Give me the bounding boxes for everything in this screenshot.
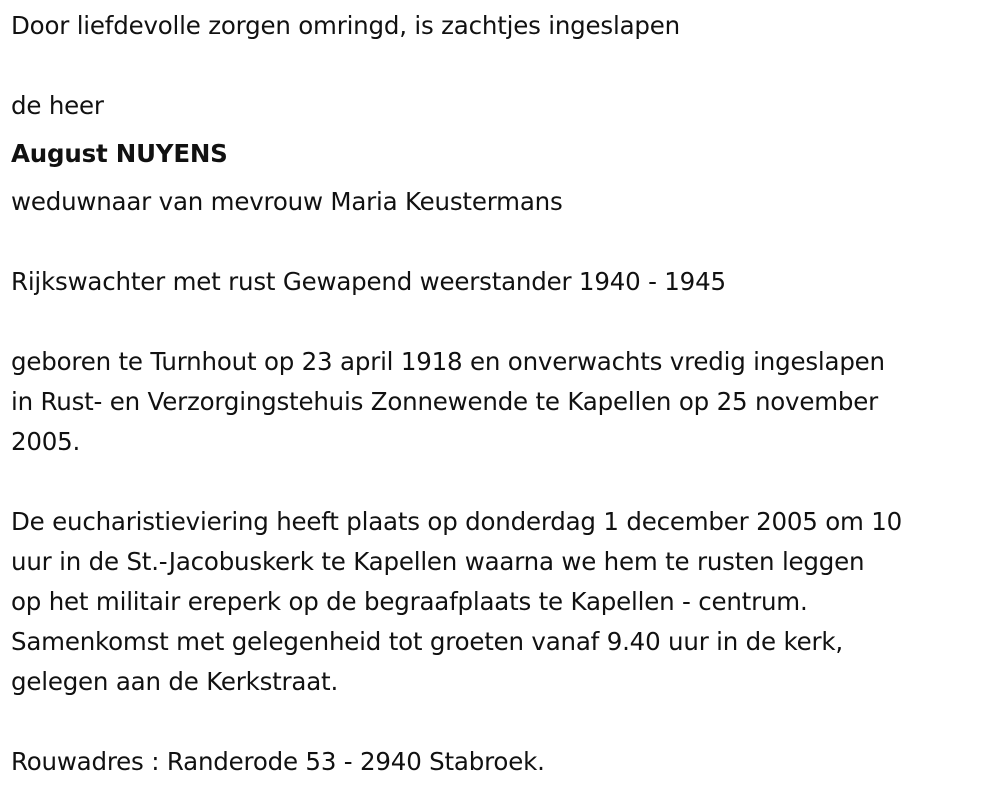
ceremony-line: De eucharistieviering heeft plaats op donderdag 1 december 2005 om 10: [11, 507, 903, 536]
birth-death-line: in Rust- en Verzorgingstehuis Zonnewende te Kapellen op 25 november: [11, 387, 878, 416]
intro-text: Door liefdevolle zorgen omringd, is zachtjes ingeslapen: [11, 11, 680, 40]
birth-death-line: 2005.: [11, 427, 81, 456]
occupation-line: Rijkswachter met rust Gewapend weerstander 1940 - 1945: [11, 267, 726, 296]
ceremony-line: op het militair ereperk op de begraafplaats te Kapellen - centrum.: [11, 587, 808, 616]
ceremony-line: Samenkomst met gelegenheid tot groeten vanaf 9.40 uur in de kerk,: [11, 627, 843, 656]
mourning-address: Rouwadres : Randerode 53 - 2940 Stabroek.: [11, 747, 545, 776]
title-prefix: de heer: [11, 91, 104, 120]
spouse-line: weduwnaar van mevrouw Maria Keustermans: [11, 187, 563, 216]
birth-death-line: geboren te Turnhout op 23 april 1918 en onverwachts vredig ingeslapen: [11, 347, 885, 376]
ceremony-line: uur in de St.-Jacobuskerk te Kapellen waarna we hem te rusten leggen: [11, 547, 865, 576]
deceased-name: August NUYENS: [11, 139, 228, 168]
ceremony-line: gelegen aan de Kerkstraat.: [11, 667, 339, 696]
